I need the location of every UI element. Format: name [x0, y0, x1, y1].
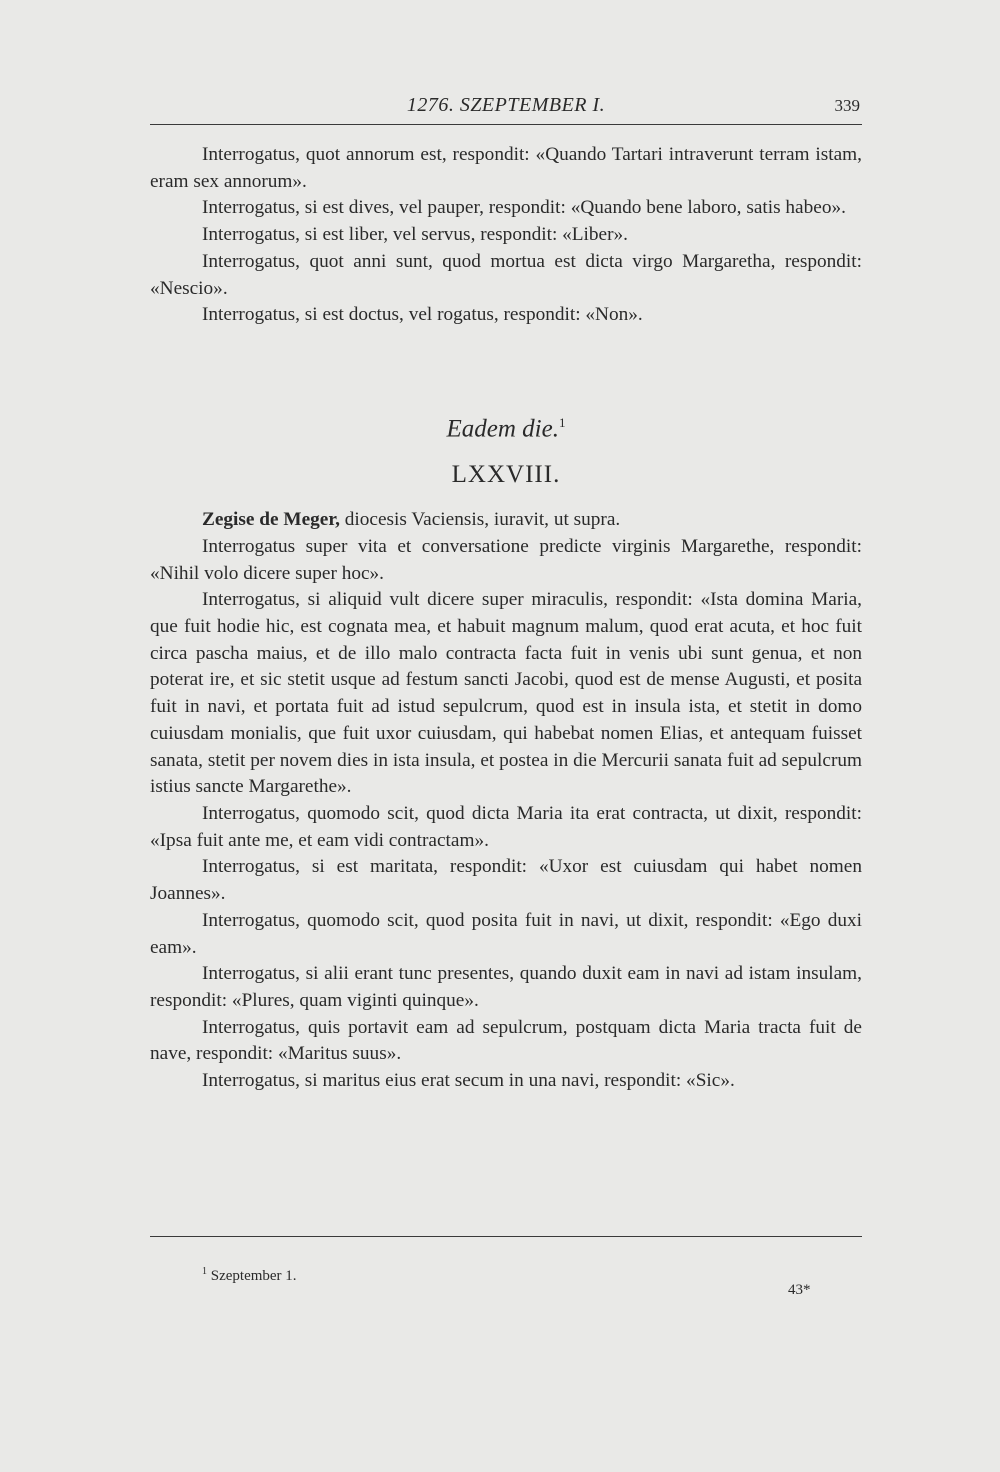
paragraph: Interrogatus, quis portavit eam ad sepulcrum, postquam dicta Maria tracta fuit de nave, respondit: «Maritus suus». — [150, 1016, 862, 1065]
paragraph: Interrogatus, si est maritata, respondit: «Uxor est cuiusdam qui habet nomen Joannes». — [150, 856, 862, 905]
footnote-divider — [150, 1236, 862, 1237]
paragraph: Interrogatus, si alii erant tunc presentes, quando duxit eam in navi ad istam insulam, respondit: «Plures, quam viginti quinque». — [150, 963, 862, 1011]
paragraph: Interrogatus, si maritus eius erat secum in una navi, respondit: «Sic». — [202, 1070, 735, 1092]
footnote — [202, 1266, 297, 1285]
signature-mark: 43* — [788, 1282, 811, 1298]
paragraph: Interrogatus, quomodo scit, quod dicta Maria ita erat contracta, ut dixit, respondit: «Ipsa fuit ante me, et eam vidi contractam». — [150, 802, 862, 851]
paragraph: Interrogatus, si est liber, vel servus, respondit: «Liber». — [202, 224, 628, 246]
paragraph: Interrogatus super vita et conversatione predicte virginis Margarethe, respondit: «Nihil volo dicere super hoc». — [150, 535, 862, 584]
paragraph: Interrogatus, si est dives, vel pauper, respondit: «Quando bene laboro, satis habeo». — [202, 197, 846, 219]
main-text — [150, 142, 862, 1095]
running-head: 1276. SZEPTEMBER I. — [406, 94, 606, 116]
footnote-mark: 1 — [202, 1266, 207, 1277]
witness-paragraph — [150, 507, 862, 534]
paragraph: Interrogatus, si est doctus, vel rogatus, respondit: «Non». — [202, 304, 643, 326]
section-date-heading — [150, 405, 862, 447]
section-number-heading: LXXVIII. — [451, 461, 561, 489]
date-heading-text: Eadem die. — [446, 415, 559, 443]
paragraph: Interrogatus, quot annorum est, respondit: «Quando Tartari intraverunt terram istam, eram sex annorum». — [150, 144, 862, 192]
footnote-reference: 1 — [558, 414, 566, 430]
witness-name: Zegise de Meger, — [202, 509, 340, 531]
paragraph: Interrogatus, quot anni sunt, quod mortua est dicta virgo Margaretha, respondit: «Nescio». — [150, 250, 862, 299]
page-header — [150, 94, 862, 125]
paragraph: Interrogatus, quomodo scit, quod posita fuit in navi, ut dixit, respondit: «Ego duxi eam». — [150, 909, 862, 958]
page-number: 339 — [834, 96, 860, 115]
paragraph: Interrogatus, si aliquid vult dicere super miraculis, respondit: «Ista domina Maria, que fuit hodie hic, est cognata mea, et habuit magnum malum, quod erat acuta, et hoc fuit circa pascha maius, et de illo malo contracta facta fuit in venis ubi sunt genua, et non poterat ire, et sic stetit usque ad festum sancti Jacobi, quod est de mense Augusti, et posita fuit in navi, et portata fuit ad istud sepulcrum, quod est in insula ista, et stetit in domo cuiusdam monialis, que fuit uxor cuiusdam, qui habebat nomen Elias, et antequam fuisset sanata, stetit per novem dies in ista insula, et postea in die Mercurii sanata fuit ad sepulcrum istius sancte Margarethe». — [150, 589, 862, 798]
footnote-text: Szeptember 1. — [207, 1268, 297, 1284]
witness-intro: diocesis Vaciensis, iuravit, ut supra. — [339, 509, 621, 531]
